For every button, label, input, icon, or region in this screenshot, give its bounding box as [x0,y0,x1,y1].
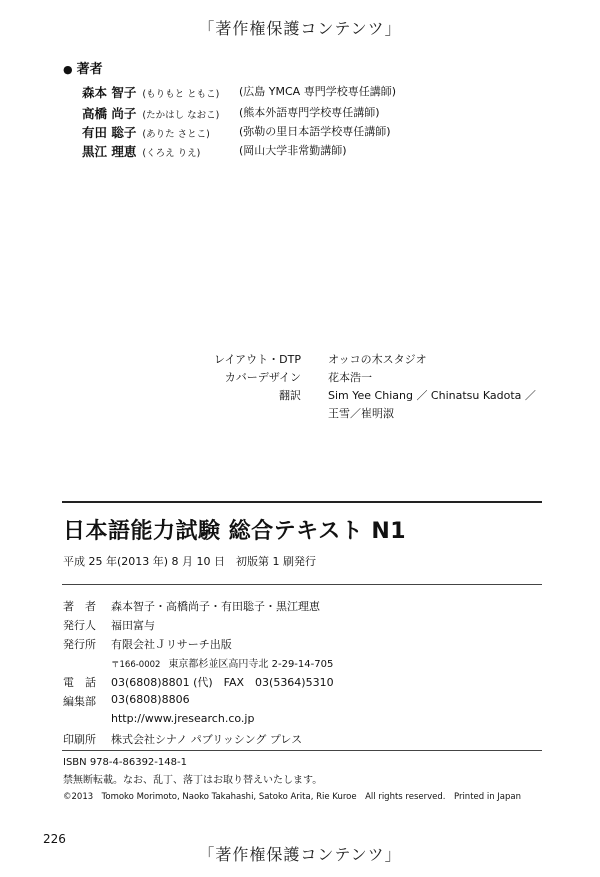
authors-heading [63,58,103,77]
author-row [82,123,391,141]
credit-value: 王雪／崔明淑 [328,407,394,420]
bullet-icon: ● [63,63,73,76]
author-name: 有田 聡子 [82,125,137,140]
author-row [82,142,347,160]
postal-code: 〒166-0002 [111,660,161,670]
colophon-printer [63,731,303,749]
author-affiliation: (弥勒の里日本語学校専任講師) [239,125,391,138]
page-number: 226 [43,832,66,846]
watermark-top: 「著作権保護コンテンツ」 [198,19,402,38]
credit-label: レイアウト・DTP [214,353,301,366]
author-affiliation: (広島 YMCA 専門学校専任講師) [239,85,396,98]
credit-label: カバーデザイン [224,371,301,384]
publication-date: 平成 25 年(2013 年) 8 月 10 日 初版第 1 刷発行 [63,555,317,568]
colophon-label: 印刷所 [63,733,96,746]
copyright-line: ©2013 Tomoko Morimoto, Naoko Takahashi, Satoko Arita, Rie Kuroe All rights reserved. Printed in Japan [63,792,522,802]
author-reading: (もりもと ともこ) [142,89,220,100]
author-row [82,83,396,101]
author-row [82,104,380,122]
credit-value: オッコの木スタジオ [328,353,427,366]
colophon-value: 03(6808)8806 [111,693,190,706]
credit-value: 花本浩一 [328,371,372,384]
colophon-label: 発行人 [63,619,96,632]
website-link[interactable]: http://www.jresearch.co.jp [111,712,255,725]
author-name: 黒江 理恵 [82,144,137,159]
colophon-editorial [63,693,190,711]
isbn: ISBN 978-4-86392-148-1 [63,757,187,768]
book-title: 日本語能力試験 総合テキスト N1 [63,519,407,544]
title-rule-bottom [62,584,542,585]
credit-label: 翻訳 [279,389,301,402]
author-reading: (ありた さとこ) [142,129,210,140]
colophon-rule [62,750,542,751]
author-name: 高橋 尚子 [82,106,137,121]
address-text: 東京都杉並区高円寺北 2-29-14-705 [168,659,334,670]
credit-value: Sim Yee Chiang ／ Chinatsu Kadota ／ [328,389,536,402]
colophon-value: 森本智子・高橋尚子・有田聡子・黒江理恵 [111,600,320,613]
colophon-value: 株式会社シナノ パブリッシング プレス [111,733,303,746]
colophon-phone [63,674,334,692]
rights-notice: 禁無断転載。なお、乱丁、落丁はお取り替えいたします。 [63,775,323,786]
watermark-bottom: 「著作権保護コンテンツ」 [198,845,402,864]
colophon-label: 著 者 [63,600,96,613]
authors-heading-label: 著者 [76,62,103,77]
colophon-label: 編集部 [63,695,96,708]
author-reading: (くろえ りえ) [142,148,201,159]
colophon-label: 電 話 [63,676,96,689]
colophon-value: 有限会社Ｊリサーチ出版 [111,638,232,651]
author-affiliation: (熊本外語専門学校専任講師) [239,106,380,119]
colophon-value: 03(6808)8801 (代) FAX 03(5364)5310 [111,676,334,689]
author-affiliation: (岡山大学非常勤講師) [239,144,347,157]
colophon-author [63,598,320,616]
title-rule-top [62,501,542,503]
author-name: 森本 智子 [82,85,137,100]
colophon-publisher-person [63,617,155,635]
colophon-publisher [63,636,232,654]
colophon-label: 発行所 [63,638,96,651]
colophon-value: 福田富与 [111,619,155,632]
author-reading: (たかはし なおこ) [142,110,220,121]
